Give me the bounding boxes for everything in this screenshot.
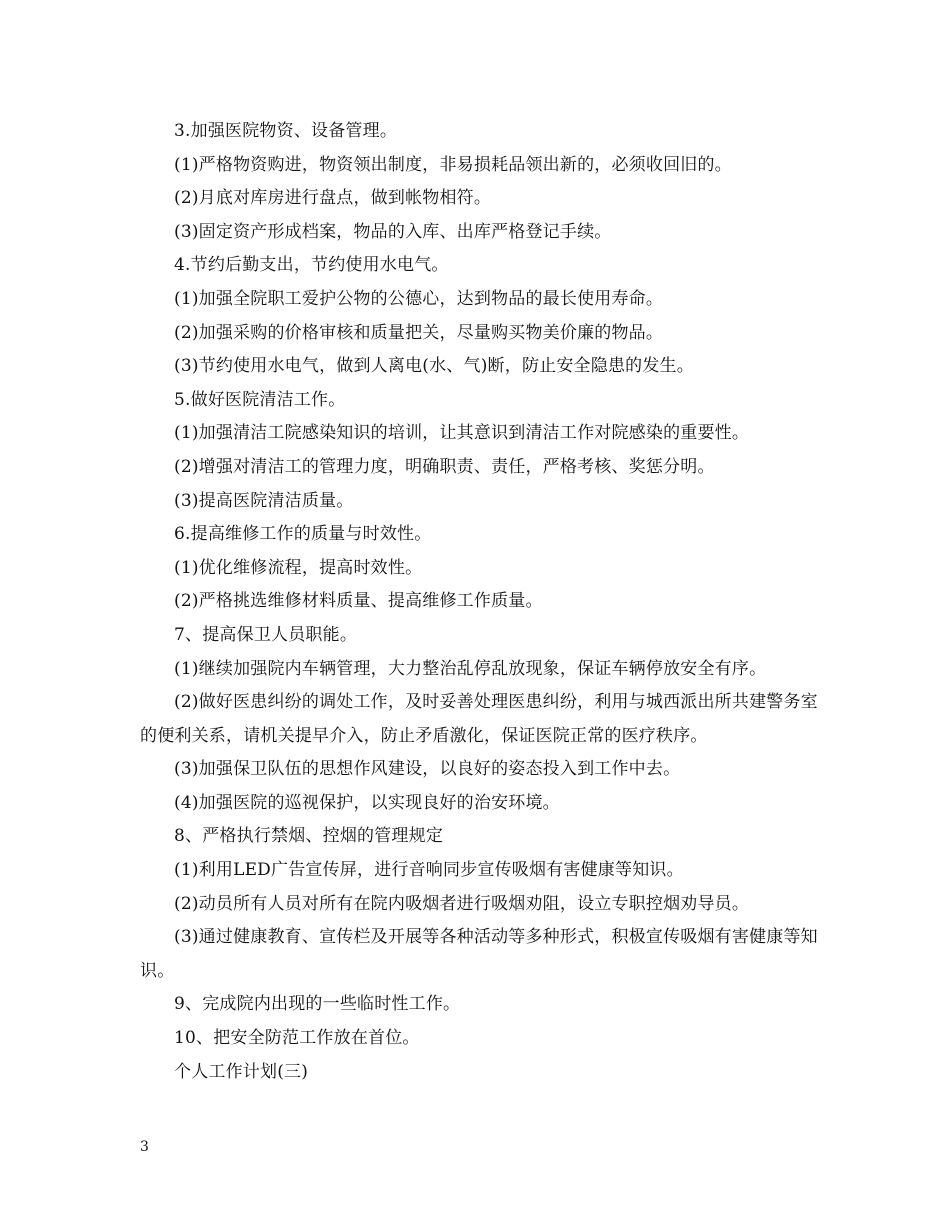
- document-subtitle: 个人工作计划(三): [174, 1061, 309, 1082]
- list-item: (3)固定资产形成档案，物品的入库、出库严格登记手续。: [174, 221, 612, 242]
- list-item: (1)优化维修流程，提高时效性。: [174, 557, 423, 578]
- list-item: (3)通过健康教育、宣传栏及开展等各种活动等多种形式，积极宣传吸烟有害健康等知识。: [140, 927, 818, 981]
- list-item: (1)加强清洁工院感染知识的培训，让其意识到清洁工作对院感染的重要性。: [174, 423, 750, 444]
- list-item: (1)加强全院职工爱护公物的公德心，达到物品的最长使用寿命。: [174, 288, 664, 309]
- section-heading-6: 6.提高维修工作的质量与时效性。: [174, 524, 432, 545]
- list-item: (2)动员所有人员对所有在院内吸烟者进行吸烟劝阻，设立专职控烟劝导员。: [174, 893, 750, 914]
- list-item: (1)利用LED广告宣传屏，进行音响同步宣传吸烟有害健康等知识。: [174, 860, 684, 881]
- document-body: [140, 115, 820, 1089]
- list-item: (2)做好医患纠纷的调处工作，及时妥善处理医患纠纷，利用与城西派出所共建警务室的便利关系，请机关提早介入，防止矛盾激化，保证医院正常的医疗秩序。: [140, 692, 818, 746]
- section-heading-4: 4.节约后勤支出，节约使用水电气。: [174, 255, 449, 276]
- list-item: (4)加强医院的巡视保护，以实现良好的治安环境。: [174, 792, 560, 813]
- section-heading-10: 10、把安全防范工作放在首位。: [174, 1028, 420, 1049]
- section-heading-7: 7、提高保卫人员职能。: [174, 624, 358, 645]
- list-item: (2)加强采购的价格审核和质量把关，尽量购买物美价廉的物品。: [174, 322, 664, 343]
- section-heading-8: 8、严格执行禁烟、控烟的管理规定: [174, 826, 444, 847]
- section-heading-5: 5.做好医院清洁工作。: [174, 389, 346, 410]
- list-item: (3)节约使用水电气，做到人离电(水、气)断，防止安全隐患的发生。: [174, 356, 694, 377]
- section-heading-3: 3.加强医院物资、设备管理。: [174, 121, 398, 141]
- list-item: (3)提高医院清洁质量。: [174, 490, 354, 511]
- list-item: (1)继续加强院内车辆管理，大力整治乱停乱放现象，保证车辆停放安全有序。: [174, 658, 767, 679]
- page-number: 3: [140, 1139, 149, 1155]
- list-item: (1)严格物资购进，物资领出制度，非易损耗品领出新的，必须收回旧的。: [174, 154, 732, 175]
- list-item: (2)月底对库房进行盘点，做到帐物相符。: [174, 188, 492, 209]
- section-heading-9: 9、完成院内出现的一些临时性工作。: [174, 994, 461, 1015]
- list-item: (3)加强保卫队伍的思想作风建设，以良好的姿态投入到工作中去。: [174, 759, 681, 780]
- list-item: (2)增强对清洁工的管理力度，明确职责、责任，严格考核、奖惩分明。: [174, 456, 715, 477]
- list-item: (2)严格挑选维修材料质量、提高维修工作质量。: [174, 591, 543, 612]
